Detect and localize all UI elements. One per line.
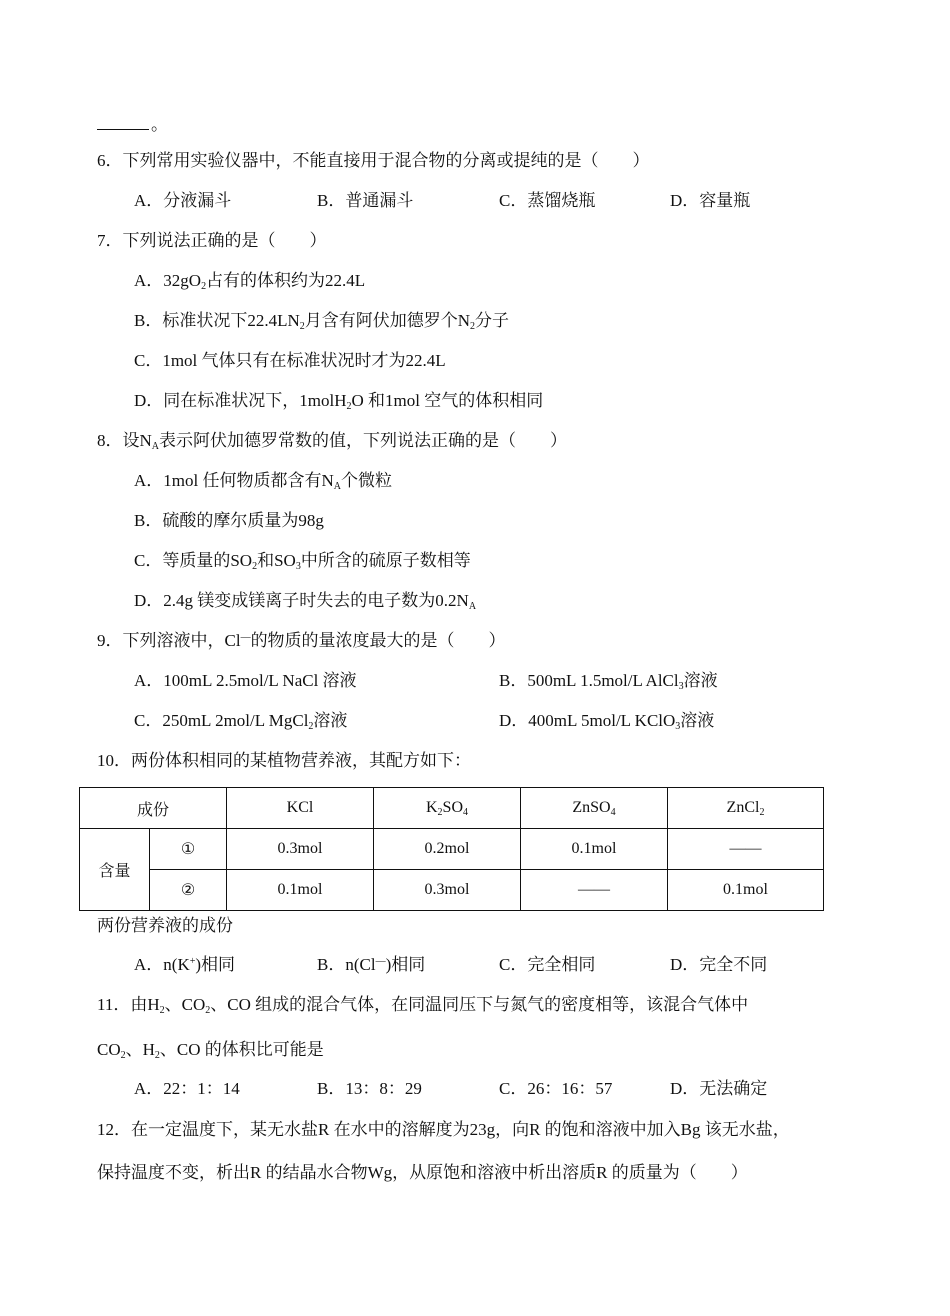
q8-option-b[interactable]: B．硫酸的摩尔质量为98g xyxy=(134,511,324,530)
q12-stem-line2: 保持温度不变，析出R 的结晶水合物Wg，从原饱和溶液中析出溶质R 的质量为（ ） xyxy=(97,1163,748,1182)
q7-stem: 7．下列说法正确的是（ ） xyxy=(97,231,327,250)
q10-option-d[interactable]: D．完全不同 xyxy=(670,955,768,974)
q6-option-b[interactable]: B．普通漏斗 xyxy=(317,191,414,210)
q8-option-c[interactable]: C．等质量的$SO_2$和$SO_3$中所含的硫原子数相等 xyxy=(134,551,471,572)
table-cell: 0.1mol xyxy=(227,870,374,911)
q8-stem: 8．设$N_A$表示阿伏加德罗常数的值，下列说法正确的是（ ） xyxy=(97,431,568,452)
q9-option-c[interactable]: C．250mL 2mol/L MgCl$_2$溶液 xyxy=(134,711,348,732)
q12-stem-line1: 12．在一定温度下，某无水盐R 在水中的溶解度为23g，向R 的饱和溶液中加入Bg 该无水盐， xyxy=(97,1120,790,1139)
q7-option-b[interactable]: B．标准状况下$22.4LN_2$月含有阿伏加德罗个$N_2$分子 xyxy=(134,311,510,332)
q10-stem: 10．两份体积相同的某植物营养液，其配方如下： xyxy=(97,751,471,770)
table-cell: 0.3mol xyxy=(374,870,521,911)
header-component: 成份 xyxy=(80,788,227,829)
header-zncl2: ZnCl$_2$ xyxy=(668,788,824,829)
q11-option-c[interactable]: C．26：16：57 xyxy=(499,1079,613,1098)
q7-option-a[interactable]: A．$32gO_2$占有的体积约为22.4L xyxy=(134,271,366,292)
table-row xyxy=(80,829,824,870)
q10-option-b[interactable]: B．n(Cl—)相同 xyxy=(317,955,426,974)
row-id: ② xyxy=(150,870,227,911)
table-cell: —— xyxy=(521,870,668,911)
q7-option-d[interactable]: D．同在标准状况下，1molH$_2$O 和1mol 空气的体积相同 xyxy=(134,391,544,412)
q11-stem-line1: 11．由$H_2$、$CO_2$、CO 组成的混合气体，在同温同压下与氮气的密度相等，该混合气体中 xyxy=(97,995,749,1016)
header-kcl: KCl xyxy=(227,788,374,829)
q6-stem: 6．下列常用实验仪器中，不能直接用于混合物的分离或提纯的是（ ） xyxy=(97,151,650,170)
row-id: ① xyxy=(150,829,227,870)
answer-blank-line: 。 xyxy=(97,114,168,136)
header-k2so4: $K_2SO_4$ xyxy=(374,788,521,829)
q9-stem: 9．下列溶液中，Cl—的物质的量浓度最大的是（ ） xyxy=(97,631,506,650)
q8-option-a[interactable]: A．1mol 任何物质都含有$N_A$个微粒 xyxy=(134,471,392,492)
q11-option-b[interactable]: B．13：8：29 xyxy=(317,1079,422,1098)
q8-option-d[interactable]: D．2.4g 镁变成镁离子时失去的电子数为$0.2N_A$ xyxy=(134,591,477,612)
table-cell: 0.1mol xyxy=(668,870,824,911)
q11-stem-line2: $CO_2$、$H_2$、CO 的体积比可能是 xyxy=(97,1040,324,1061)
q10-option-a[interactable]: A．n(K+)相同 xyxy=(134,955,236,974)
table-row xyxy=(80,870,824,911)
q11-option-a[interactable]: A．22：1：14 xyxy=(134,1079,240,1098)
header-znso4: ZnSO$_4$ xyxy=(521,788,668,829)
table-cell: —— xyxy=(668,829,824,870)
q11-option-d[interactable]: D．无法确定 xyxy=(670,1079,768,1098)
nutrient-formula-table xyxy=(79,787,824,911)
q6-option-c[interactable]: C．蒸馏烧瓶 xyxy=(499,191,596,210)
table-cell: 0.3mol xyxy=(227,829,374,870)
q10-option-c[interactable]: C．完全相同 xyxy=(499,955,596,974)
table-header-row xyxy=(80,788,824,829)
answer-blank[interactable] xyxy=(97,115,149,130)
q6-option-a[interactable]: A．分液漏斗 xyxy=(134,191,232,210)
row-label-content: 含量 xyxy=(80,829,150,911)
q9-option-b[interactable]: B．500mL 1.5mol/L AlCl$_3$溶液 xyxy=(499,671,718,692)
q9-option-d[interactable]: D．400mL 5mol/L KClO$_3$溶液 xyxy=(499,711,715,732)
q6-option-d[interactable]: D．容量瓶 xyxy=(670,191,751,210)
table-cell: 0.2mol xyxy=(374,829,521,870)
q7-option-c[interactable]: C．1mol 气体只有在标准状况时才为22.4L xyxy=(134,351,446,370)
q10-after-table: 两份营养液的成份 xyxy=(97,916,233,935)
table-cell: 0.1mol xyxy=(521,829,668,870)
q9-option-a[interactable]: A．100mL 2.5mol/L NaCl 溶液 xyxy=(134,671,357,690)
